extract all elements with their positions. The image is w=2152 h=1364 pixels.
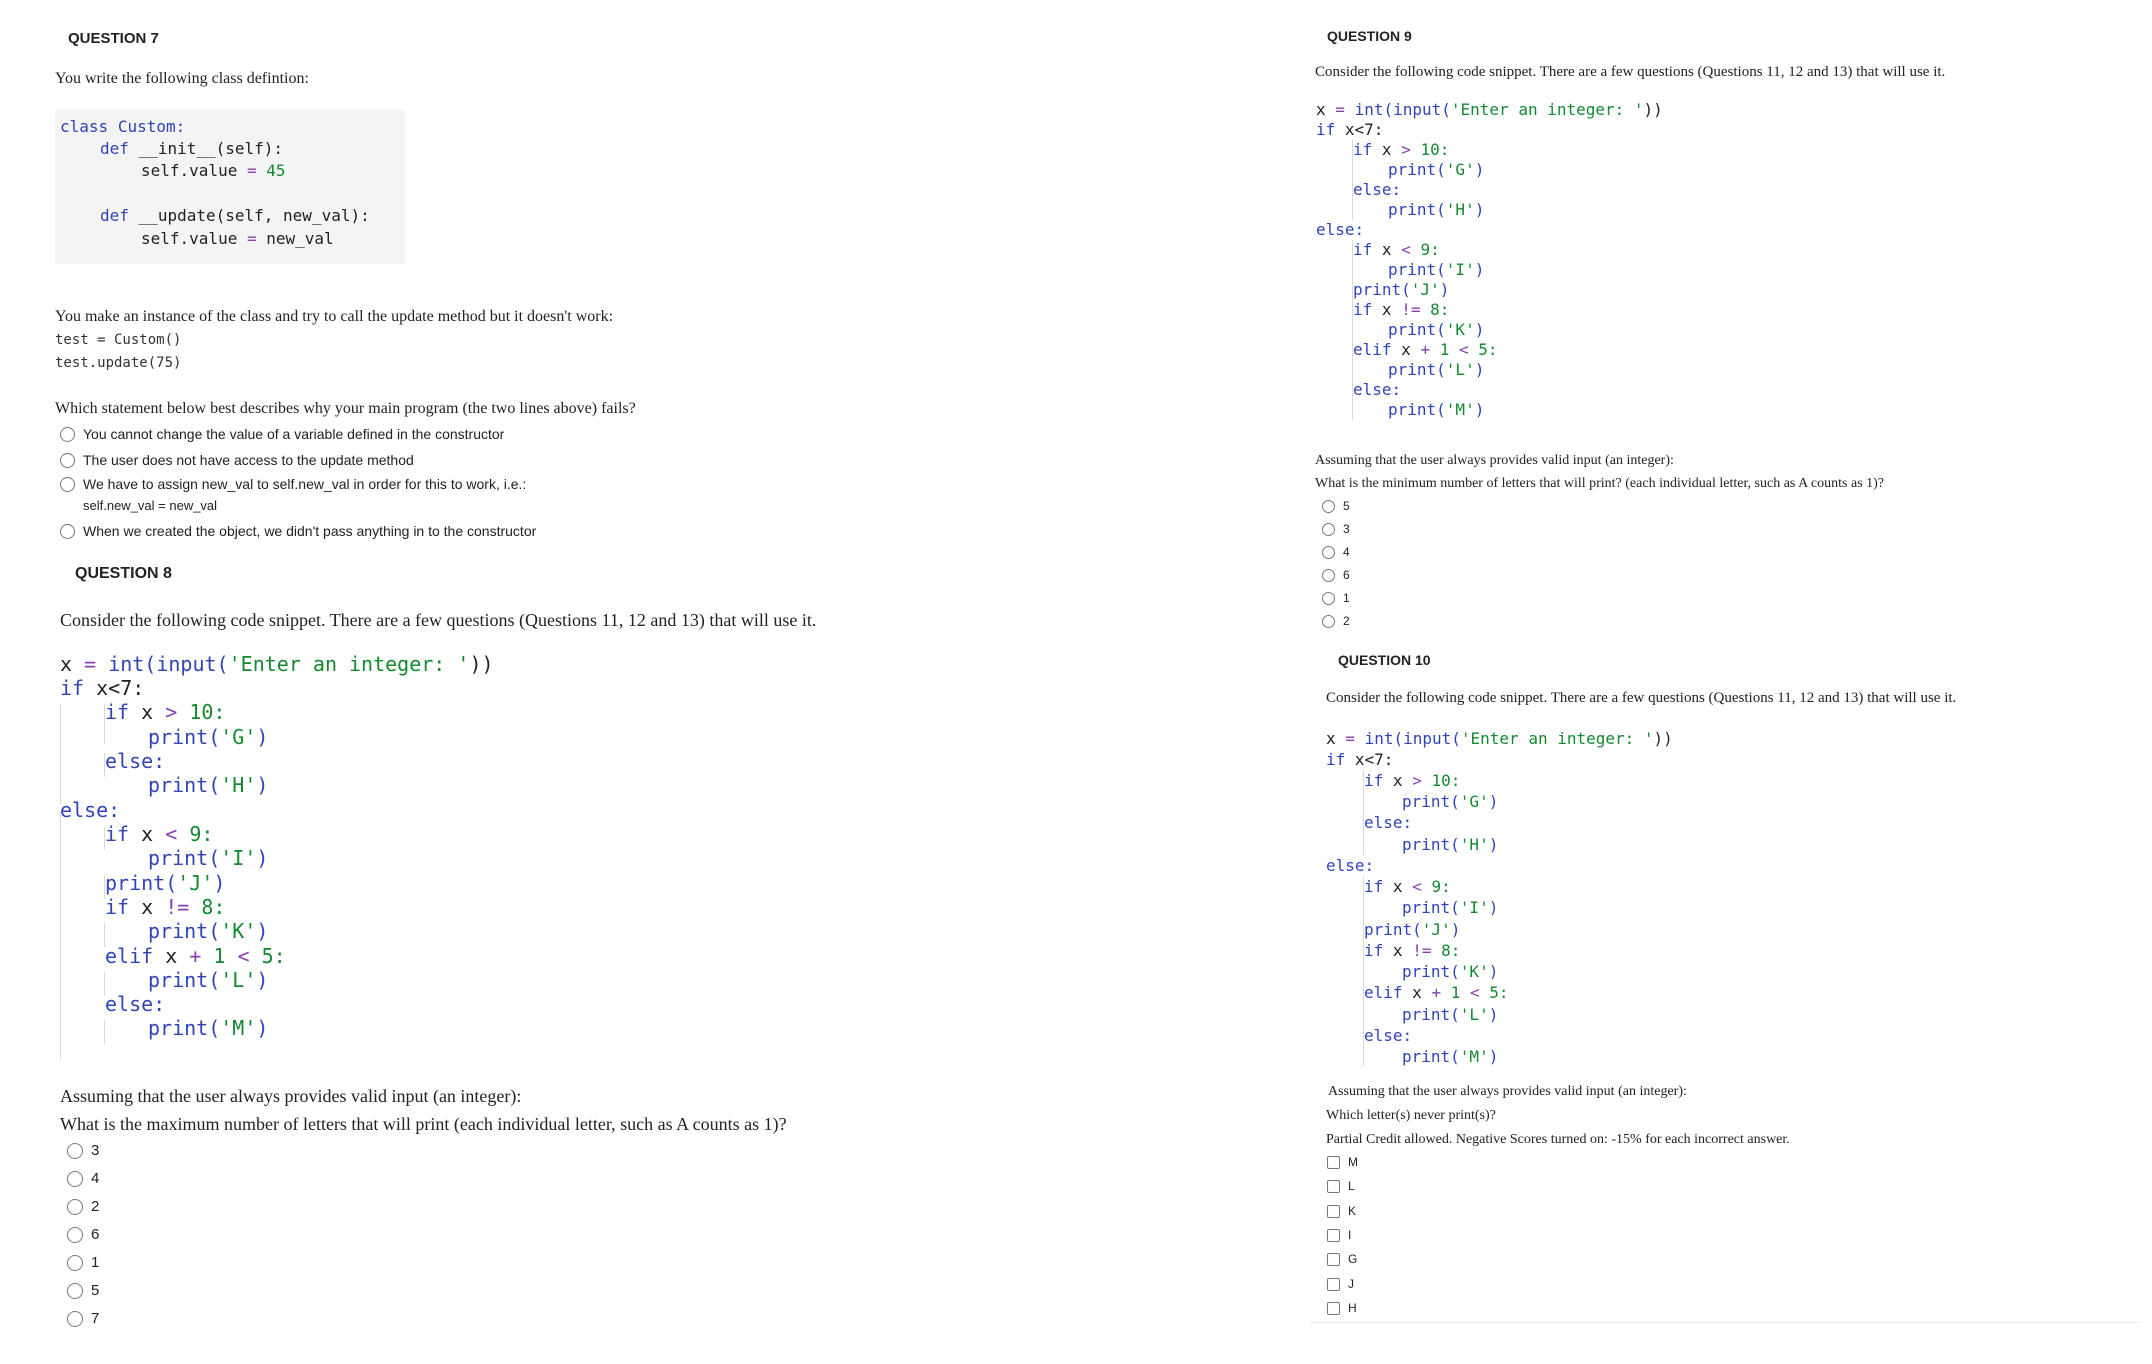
code-line: print('M') — [148, 1016, 269, 1040]
option-label: L — [1348, 1179, 1355, 1193]
q7-option-1[interactable] — [60, 426, 504, 442]
question-9 — [1300, 0, 2152, 640]
checkbox[interactable] — [1327, 1156, 1340, 1169]
question-8 — [0, 560, 1000, 1360]
q10-option-J[interactable] — [1327, 1277, 1354, 1291]
checkbox[interactable] — [1327, 1229, 1340, 1242]
code-line: elif x + 1 < 5: — [1353, 340, 1498, 359]
option-label: 6 — [1343, 568, 1350, 582]
q10-option-G[interactable] — [1327, 1252, 1357, 1266]
question-9-assume: Assuming that the user always provides valid input (an integer): — [1315, 453, 1674, 468]
code-line: if x > 10: — [1364, 771, 1461, 790]
radio-button[interactable] — [60, 524, 75, 539]
code-line: print('J') — [1353, 280, 1450, 299]
checkbox[interactable] — [1327, 1205, 1340, 1218]
option-label: 3 — [1343, 522, 1350, 536]
code-line: if x < 9: — [105, 822, 214, 846]
option-label: We have to assign new_val to self.new_val in order for this to work, i.e.: — [83, 476, 527, 492]
option-label: 1 — [1343, 591, 1350, 605]
question-10-intro: Consider the following code snippet. There are a few questions (Questions 11, 12 and 13) that will use it. — [1326, 690, 1957, 706]
radio-button[interactable] — [67, 1311, 83, 1327]
radio-button[interactable] — [67, 1199, 83, 1215]
code-line: print('K') — [1402, 962, 1499, 981]
question-7-instance-text: You make an instance of the class and try to call the update method but it doesn't work: — [55, 308, 614, 325]
radio-button[interactable] — [1322, 500, 1335, 513]
question-7-title: QUESTION 7 — [68, 30, 159, 47]
q7-option-3-subtext: self.new_val = new_val — [83, 498, 218, 513]
question-10-prompt: Which letter(s) never print(s)? — [1326, 1108, 1496, 1123]
question-7 — [0, 0, 1000, 560]
code-line: print('I') — [1388, 260, 1485, 279]
q8-option-7[interactable] — [67, 1310, 99, 1327]
code-line: else: — [60, 798, 121, 822]
code-line: x = int(input('Enter an integer: ')) — [60, 652, 494, 676]
indent-guide — [60, 812, 61, 1060]
snippet-line-1: test = Custom() — [55, 332, 182, 348]
radio-button[interactable] — [60, 427, 75, 442]
q9-option-5[interactable] — [1322, 591, 1350, 605]
code-line: print('H') — [1388, 200, 1485, 219]
question-10 — [1300, 640, 2152, 1364]
code-line: else: — [105, 749, 166, 773]
code-line: if x != 8: — [1364, 941, 1461, 960]
code-line: print('J') — [105, 871, 226, 895]
option-label: 2 — [91, 1198, 100, 1215]
option-label: 4 — [1343, 545, 1350, 559]
indent-guide — [104, 1020, 105, 1044]
radio-button[interactable] — [1322, 546, 1335, 559]
option-label: 5 — [1343, 499, 1350, 513]
q9-option-2[interactable] — [1322, 522, 1350, 536]
code-line: else: — [1326, 856, 1375, 875]
code-line: if x<7: — [1326, 750, 1394, 769]
q10-option-H[interactable] — [1327, 1301, 1357, 1315]
radio-button[interactable] — [67, 1227, 83, 1243]
code-line: if x != 8: — [1353, 300, 1450, 319]
option-label: K — [1348, 1204, 1357, 1218]
option-label: 1 — [91, 1254, 100, 1271]
option-label: I — [1348, 1228, 1352, 1242]
code-line: else: — [1316, 220, 1365, 239]
radio-button[interactable] — [1322, 523, 1335, 536]
question-9-title: QUESTION 9 — [1327, 28, 1412, 44]
code-line: print('M') — [1402, 1047, 1499, 1066]
q10-option-L[interactable] — [1327, 1179, 1355, 1193]
q8-option-4[interactable] — [67, 1226, 99, 1243]
option-label: 6 — [91, 1226, 100, 1243]
q9-option-1[interactable] — [1322, 499, 1350, 513]
code-line-assign: self.value = new_val — [141, 229, 334, 248]
q10-option-I[interactable] — [1327, 1228, 1351, 1242]
code-line: print('J') — [1364, 920, 1461, 939]
question-9-prompt: What is the minimum number of letters that will print? (each individual letter, such as A counts as 1)? — [1315, 476, 1885, 491]
option-label: J — [1348, 1277, 1354, 1291]
option-label: M — [1348, 1155, 1358, 1169]
question-8-intro: Consider the following code snippet. There are a few questions (Questions 11, 12 and 13) that will use it. — [60, 610, 817, 630]
option-label: When we created the object, we didn't pass anything in to the constructor — [83, 523, 537, 539]
code-line: if x != 8: — [105, 895, 226, 919]
code-line: else: — [1364, 1026, 1413, 1045]
radio-button[interactable] — [67, 1283, 83, 1299]
option-label: The user does not have access to the update method — [83, 452, 414, 468]
radio-button[interactable] — [1322, 592, 1335, 605]
code-line: print('G') — [1402, 792, 1499, 811]
code-line: if x<7: — [1316, 120, 1384, 139]
code-line: print('I') — [148, 846, 269, 870]
q10-option-M[interactable] — [1327, 1155, 1358, 1169]
code-line: else: — [1364, 813, 1413, 832]
q7-option-2[interactable] — [60, 452, 414, 468]
code-line: elif x + 1 < 5: — [105, 944, 286, 968]
code-line: if x<7: — [60, 676, 145, 700]
divider — [1310, 1322, 2140, 1323]
q7-option-3[interactable] — [60, 476, 526, 492]
code-line: print('G') — [148, 725, 269, 749]
code-line: print('I') — [1402, 898, 1499, 917]
code-line: print('M') — [1388, 400, 1485, 419]
question-10-note: Partial Credit allowed. Negative Scores turned on: -15% for each incorrect answer. — [1326, 1132, 1790, 1147]
code-line-value: self.value = 45 — [141, 161, 286, 180]
radio-button[interactable] — [60, 477, 75, 492]
option-label: 4 — [91, 1170, 100, 1187]
q8-option-2[interactable] — [67, 1170, 99, 1187]
code-line: print('L') — [1388, 360, 1485, 379]
option-label: 3 — [91, 1142, 100, 1159]
question-9-intro: Consider the following code snippet. There are a few questions (Questions 11, 12 and 13) that will use it. — [1315, 64, 1946, 80]
question-8-title: QUESTION 8 — [75, 565, 172, 582]
snippet-line-2: test.update(75) — [55, 355, 182, 371]
question-8-assume: Assuming that the user always provides valid input (an integer): — [60, 1086, 522, 1106]
q8-option-6[interactable] — [67, 1282, 99, 1299]
code-line: print('L') — [1402, 1005, 1499, 1024]
code-line: if x > 10: — [1353, 140, 1450, 159]
option-label: 7 — [91, 1310, 100, 1327]
q10-option-K[interactable] — [1327, 1204, 1356, 1218]
code-line: if x > 10: — [105, 700, 226, 724]
code-line: if x < 9: — [1353, 240, 1440, 259]
question-10-assume: Assuming that the user always provides valid input (an integer): — [1328, 1084, 1687, 1099]
radio-button[interactable] — [67, 1171, 83, 1187]
indent-guide — [60, 704, 61, 804]
code-line: if x < 9: — [1364, 877, 1451, 896]
q9-option-3[interactable] — [1322, 545, 1350, 559]
radio-button[interactable] — [1322, 615, 1335, 628]
code-line: print('H') — [148, 773, 269, 797]
code-line: print('H') — [1402, 835, 1499, 854]
code-line: elif x + 1 < 5: — [1364, 983, 1509, 1002]
checkbox[interactable] — [1327, 1253, 1340, 1266]
q8-option-3[interactable] — [67, 1198, 99, 1215]
code-line: x = int(input('Enter an integer: ')) — [1326, 729, 1673, 748]
option-label: H — [1348, 1301, 1357, 1315]
question-7-intro: You write the following class defintion: — [55, 70, 309, 87]
q8-option-5[interactable] — [67, 1254, 99, 1271]
code-line: else: — [1353, 180, 1402, 199]
q9-option-4[interactable] — [1322, 568, 1350, 582]
checkbox[interactable] — [1327, 1180, 1340, 1193]
checkbox[interactable] — [1327, 1278, 1340, 1291]
radio-button[interactable] — [67, 1143, 83, 1159]
option-label: You cannot change the value of a variable defined in the constructor — [83, 426, 505, 442]
question-8-prompt: What is the maximum number of letters that will print (each individual letter, such as A counts as 1)? — [60, 1114, 787, 1134]
checkbox[interactable] — [1327, 1302, 1340, 1315]
option-label: 5 — [91, 1282, 100, 1299]
option-label: 2 — [1343, 614, 1350, 628]
q7-option-4[interactable] — [60, 523, 536, 539]
radio-button[interactable] — [1322, 569, 1335, 582]
code-line: else: — [1353, 380, 1402, 399]
question-7-prompt: Which statement below best describes why your main program (the two lines above) fails? — [55, 400, 636, 417]
question-10-title: QUESTION 10 — [1338, 652, 1431, 668]
q9-option-6[interactable] — [1322, 614, 1350, 628]
code-line: else: — [105, 992, 166, 1016]
radio-button[interactable] — [60, 453, 75, 468]
code-line-update: def __update(self, new_val): — [100, 206, 370, 225]
code-line: print('K') — [148, 919, 269, 943]
code-line: x = int(input('Enter an integer: ')) — [1316, 100, 1663, 119]
code-line-class: class Custom: — [60, 117, 186, 136]
code-line: print('L') — [148, 968, 269, 992]
code-line: print('K') — [1388, 320, 1485, 339]
q8-option-1[interactable] — [67, 1142, 99, 1159]
option-label: G — [1348, 1252, 1358, 1266]
code-line-init: def __init__(self): — [100, 139, 284, 158]
radio-button[interactable] — [67, 1255, 83, 1271]
code-line: print('G') — [1388, 160, 1485, 179]
